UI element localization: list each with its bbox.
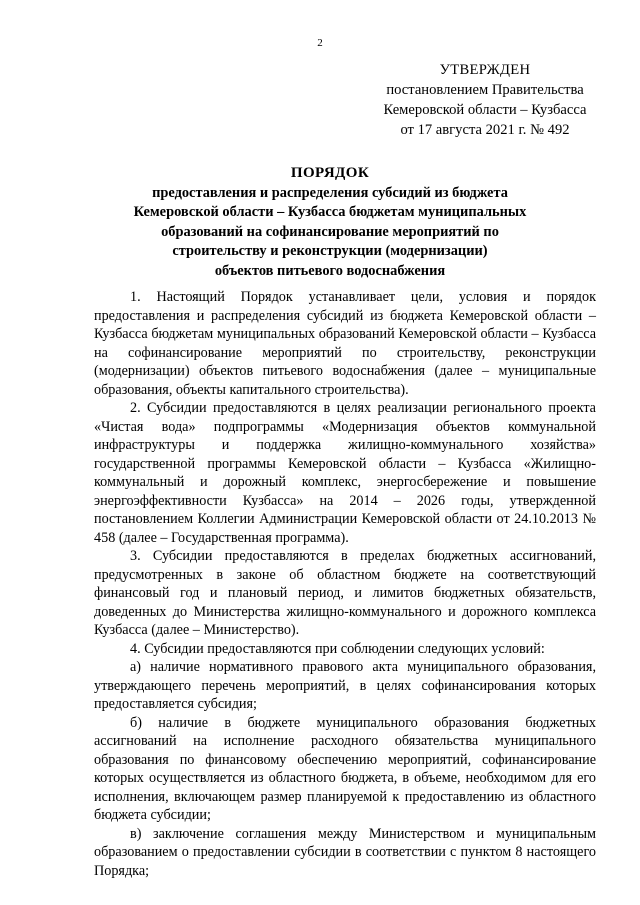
document-title <box>80 164 580 281</box>
paragraph-4: 4. Субсидии предоставляются при соблюдении следующих условий: <box>130 640 545 657</box>
approval-block <box>355 60 615 140</box>
approval-line: постановлением Правительства <box>386 82 584 98</box>
document-title-main: ПОРЯДОК <box>290 165 370 181</box>
approval-title: УТВЕРЖДЕН <box>439 62 531 78</box>
approval-line: Кемеровской области – Кузбасса <box>383 102 587 118</box>
page-number: 2 <box>317 37 323 49</box>
document-title-line: объектов питьевого водоснабжения <box>214 262 446 279</box>
document-title-line: строительству и реконструкции (модернизации) <box>172 243 488 259</box>
document-title-line: Кемеровской области – Кузбасса бюджетам муниципальных <box>133 204 527 220</box>
document-body <box>94 288 596 880</box>
document-title-line: предоставления и распределения субсидий из бюджета <box>152 184 508 201</box>
paragraph-2: 2. Субсидии предоставляются в целях реализации регионального проекта «Чистая вода» подпрограммы «Модернизация объектов коммунальной инфраструктуры и поддержка жилищно-коммунального хозяйства» государственной программы Кемеровской области – Кузбасса «Жилищно-коммунальный и дорожный комплекс, энергосбережение и повышение энергоэффективности Кузбасса» на 2014 – 2026 годы, утвержденной постановлением Коллегии Администрации Кемеровской области от 24.10.2013 № 458 (далее – Государственная программа). <box>94 400 596 546</box>
paragraph-1: 1. Настоящий Порядок устанавливает цели, условия и порядок предоставления и распределения субсидий из бюджета Кемеровской области – Кузбасса бюджетам муниципальных образований Кемеровской области – Кузбасса на софинансирование мероприятий по строительству, реконструкции (модернизации) объектов питьевого водоснабжения (далее – муниципальные образования, объекты капитального строительства). <box>94 289 596 398</box>
paragraph-4c: в) заключение соглашения между Министерством и муниципальным образованием о предоставлении субсидии в соответствии с пунктом 8 настоящего Порядка; <box>94 825 596 879</box>
document-title-line: образований на софинансирование мероприятий по <box>161 223 499 240</box>
approval-line: от 17 августа 2021 г. № 492 <box>400 122 570 138</box>
paragraph-4a: а) наличие нормативного правового акта муниципального образования, утверждающего перечень мероприятий, в целях софинансирования которых предоставляется субсидия; <box>94 659 596 712</box>
paragraph-3: 3. Субсидии предоставляются в пределах бюджетных ассигнований, предусмотренных в законе об областном бюджете на соответствующий финансовый год и плановый период, и лимитов бюджетных обязательств, доведенных до Министерства жилищно-коммунального и дорожного комплекса Кузбасса (далее – Министерство). <box>94 548 596 638</box>
paragraph-4b: б) наличие в бюджете муниципального образования бюджетных ассигнований на исполнение расходного обязательства муниципального образования по финансовому обеспечению мероприятий, софинансирование которых осуществляется из областного бюджета, в объеме, необходимом для его исполнения, включающем размер планируемой к предоставлению из областного бюджета субсидии; <box>94 714 596 823</box>
